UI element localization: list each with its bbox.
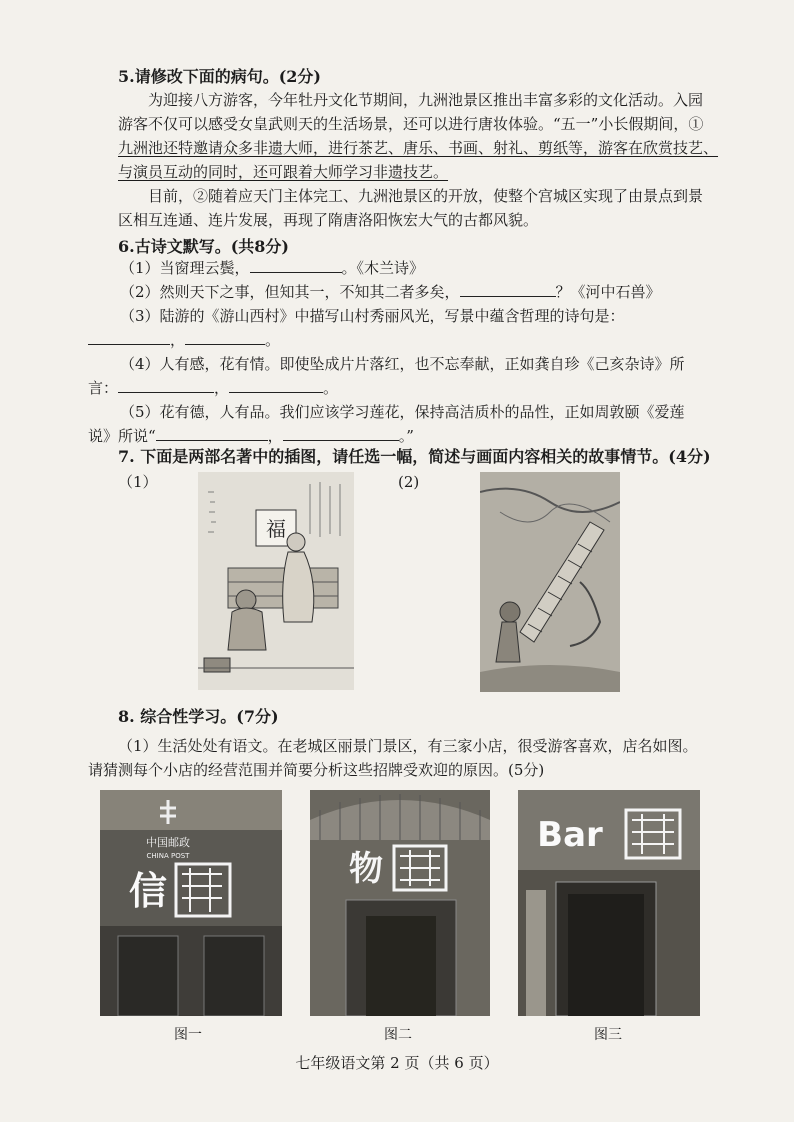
q6-item-4: （4）人有感，花有情。即使坠成片片落红，也不忘奉献，正如龚自珍《己亥杂诗》所	[120, 355, 685, 373]
q5-line-3: 九洲池还特邀请众多非遗大师，进行茶艺、唐乐、书画、射礼、剪纸等，游客在欣赏技艺、	[118, 139, 719, 157]
q8-line-1: （1）生活处处有语文。在老城区丽景门景区，有三家小店，很受游客喜欢，店名如图。	[118, 737, 698, 755]
q5-title: 5.请修改下面的病句。(2分)	[118, 67, 321, 86]
q7-label-1: （1）	[118, 473, 158, 491]
q6-item-3: （3）陆游的《游山西村》中描写山村秀丽风光，写景中蕴含哲理的诗句是：	[120, 307, 625, 325]
q5-line-2: 游客不仅可以感受女皇武则天的生活场景，还可以进行唐妆体验。“五一”小长假期间，①	[118, 115, 704, 133]
caption-figure-3: 图三	[594, 1027, 622, 1043]
q6-item-2-text: （2）然则天下之事，但知其一，不知其二者多矣，	[120, 283, 460, 301]
q6-title: 6.古诗文默写。(共8分)	[118, 237, 289, 256]
fu-sign-text: 福	[266, 517, 286, 541]
q5-line-6: 区相互连通、连片发展，再现了隋唐洛阳恢宏大气的古都风貌。	[118, 211, 539, 229]
illustration-2	[480, 472, 620, 692]
q6-item-4-answer	[88, 378, 338, 398]
period: 。	[265, 331, 281, 349]
answer-blank[interactable]	[250, 258, 342, 273]
q6-item-5-text: 说》所说“	[88, 427, 156, 445]
comma: ，	[170, 331, 186, 349]
comma: ，	[267, 427, 283, 445]
answer-blank[interactable]	[88, 330, 170, 345]
shop-photo-3	[518, 790, 700, 1016]
q6-item-5: （5）花有德，人有品。我们应该学习莲花，保持高洁质朴的品性，正如周敦颐《爱莲	[120, 403, 685, 421]
q6-item-2	[120, 282, 661, 302]
shop-3-sign-text: Bar	[537, 815, 603, 855]
page-footer: 七年级语文第 2 页（共 6 页）	[295, 1054, 499, 1072]
close-quote: 。”	[398, 427, 414, 445]
q7-title: 7. 下面是两部名著中的插图，请任选一幅，简述与画面内容相关的故事情节。(4分)	[118, 447, 711, 466]
q6-item-1	[120, 258, 424, 278]
q8-title: 8. 综合性学习。(7分)	[118, 707, 279, 726]
china-post-en-text: CHINA POST	[146, 852, 190, 860]
shop-2-sign-text: 物	[349, 849, 383, 889]
q5-line-5: 目前，②随着应天门主体完工、九洲池景区的开放，使整个宫城区实现了由景点到景	[148, 187, 704, 205]
illustration-1	[198, 472, 354, 690]
q6-item-1-text: （1）当窗理云鬓，	[120, 259, 250, 277]
q5-line-4: 与演员互动的同时，还可跟着大师学习非遗技艺。	[118, 163, 449, 181]
caption-figure-2: 图二	[384, 1027, 412, 1043]
china-post-text: 中国邮政	[146, 836, 190, 849]
period: 。	[323, 379, 339, 397]
answer-blank[interactable]	[185, 330, 265, 345]
answer-blank[interactable]	[283, 426, 399, 441]
q6-item-2-source: ？《河中石兽》	[555, 283, 661, 301]
caption-figure-1: 图一	[174, 1027, 202, 1043]
answer-blank[interactable]	[460, 282, 556, 297]
shop-1-sign-text: 信	[128, 868, 168, 913]
shop-photo-1	[100, 790, 282, 1016]
q7-label-2: (2)	[398, 473, 420, 491]
q6-item-5-answer	[88, 426, 414, 446]
comma: ，	[214, 379, 230, 397]
q8-line-2: 请猜测每个小店的经营范围并简要分析这些招牌受欢迎的原因。(5分)	[88, 761, 545, 779]
q5-line-1: 为迎接八方游客，今年牡丹文化节期间，九洲池景区推出丰富多彩的文化活动。入园	[148, 91, 704, 109]
answer-blank[interactable]	[118, 378, 214, 393]
q6-item-4-text: 言：	[88, 379, 119, 397]
q6-item-1-source: 。《木兰诗》	[341, 259, 425, 277]
answer-blank[interactable]	[156, 426, 268, 441]
answer-blank[interactable]	[229, 378, 323, 393]
shop-photo-2	[310, 790, 490, 1016]
q6-item-3-answer	[88, 330, 280, 350]
